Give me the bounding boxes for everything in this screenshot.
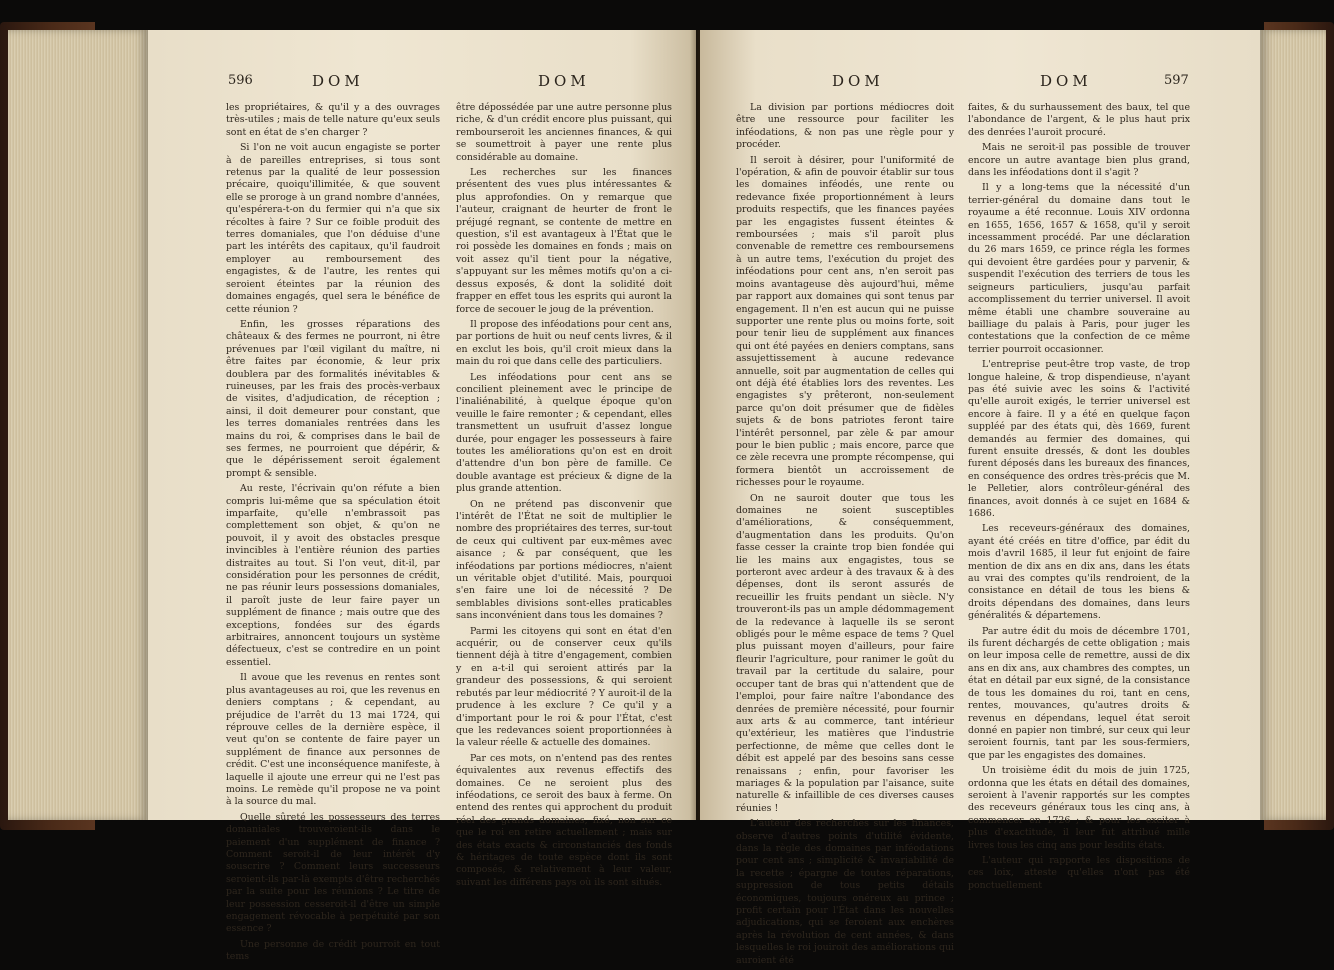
right-page xyxy=(700,30,1260,966)
paragraph: Au reste, l'écrivain qu'on réfute a bien compris lui-même que sa spéculation étoit imparfaite, qu'elle n'embrassoit pas complettement son objet, & qu'on ne pouvoit, il y avoit des obstacles presque invincibles à l'entière réunion des parties distraites au tout. Si l'on veut, dit-il, par considération pour les personnes de crédit, ne pas réunir leurs possessions domaniales, il paroît juste de leur faire payer un supplément de finance ; mais outre que des exceptions, fondées sur des égards arbitraires, annoncent toujours un système défectueux, c'est se contredire en un point essentiel. xyxy=(226,483,440,668)
paragraph: Quelle sûreté les possesseurs des terres domaniales trouveroient-ils dans le paiement d'un supplément de finance ? Comment seroit-il de leur intérêt d'y souscrire ? Comment leurs successeurs seroient-ils par-là exempts d'être recherchés par la suite pour les réunions ? Le titre de leur possession cesseroit-il d'être un simple engagement révocable à perpétuité par son essence ? xyxy=(226,811,440,935)
paragraph: Les inféodations pour cent ans se concilient pleinement avec le principe de l'inaliénabilité, à quelque époque qu'on veuille le faire remonter ; & cependant, elles transmettent un usufruit d'assez longue durée, pour engager les possesseurs à faire toutes les améliorations qu'on est en droit d'attendre d'un bon père de famille. Ce double avantage est précieux & digne de la plus grande attention. xyxy=(456,371,672,495)
paragraph: L'auteur qui rapporte les dispositions de ces loix, atteste qu'elles n'ont pas été ponctuellement xyxy=(968,854,1190,891)
paragraph: Il seroit à désirer, pour l'uniformité de l'opération, & afin de pouvoir établir sur tous les domaines inféodés, une rente ou redevance fixée proportionnément à leurs produits respectifs, que les finances payées par les engagistes fussent éteintes & remboursées ; mais s'il paroît plus convenable de remettre ces remboursemens à un autre tems, l'exécution du projet des inféodations pour cent ans, n'en seroit pas moins avantageuse dès aujourd'hui, même par rapport aux domaines qui sont tenus par engagement. Il n'en est aucun qui ne puisse supporter une rente plus ou moins forte, soit pour tenir lieu de supplément aux finances qui ont été payées en deniers comptans, sans assujettissement à aucune redevance annuelle, soit par augmentation de celles qui ont déjà été établies lors des reventes. Les engagistes s'y prêteront, non-seulement parce qu'on doit présumer que de fidèles sujets & de bons patriotes feront taire l'intérêt personnel, par zèle & par amour pour le bien public ; mais encore, parce que ce zèle recevra une prompte récompense, qui formera bientôt un accroissement de richesses pour le royaume. xyxy=(736,154,954,489)
paragraph: On ne sauroit douter que tous les domaines ne soient susceptibles d'améliorations, & conséquemment, d'augmentation dans les produits. Qu'on fasse cesser la crainte trop bien fondée qui lie les mains aux engagistes, tous se porteront avec ardeur à des travaux & à des dépenses, dont ils seront assurés de recueillir les fruits pendant un siècle. N'y trouveront-ils pas un ample dédommagement de la redevance à laquelle ils se seront obligés pour le même espace de tems ? Quel plus puissant moyen d'ailleurs, pour faire fleurir l'agriculture, pour ranimer le goût du travail par la certitude du salaire, pour occuper tant de bras qui n'attendent que de l'emploi, pour faire naître l'abondance des denrées de première nécessité, pour fournir aux arts & au commerce, tant intérieur qu'extérieur, les matières que l'industrie perfectionne, de même que celles dont le débit est appelé par des besoins sans cesse renaissans ; enfin, pour favoriser les mariages & la population par l'aisance, suite naturelle & infaillible de ces diverses causes réunies ! xyxy=(736,492,954,814)
paragraph: Par ces mots, on n'entend pas des rentes équivalentes aux revenus effectifs des domaines. Ce ne seroient plus des inféodations, ce seroit des baux à ferme. On entend des rentes qui approchent du produit réel des grands domaines, fixé, non sur ce que le roi en retire actuellement ; mais sur des états exacts & circonstanciés des fonds & héritages de toute espèce dont ils sont composés, & relativement à leur valeur, suivant les différens pays où ils sont situés. xyxy=(456,752,672,888)
paragraph: Si l'on ne voit aucun engagiste se porter à de pareilles entreprises, si tous sont retenus par la qualité de leur possession précaire, quoiqu'illimitée, & que souvent elle se proroge à un grand nombre d'années, qu'espérera-t-on du fermier qui n'a que six récoltes à faire ? Sur ce foible produit des terres domaniales, que l'on déduise d'une part les intérêts des capitaux, qu'il faudroit employer au remboursement des engagistes, & de l'autre, les rentes qui seroient éteintes par la réunion des domaines engagés, quel sera le bénéfice de cette réunion ? xyxy=(226,142,440,315)
running-head-right-col2: DOM xyxy=(1040,72,1092,90)
paragraph: La division par portions médiocres doit être une ressource pour faciliter les inféodations, & non pas une règle pour y procéder. xyxy=(736,102,954,151)
page-number-right: 597 xyxy=(1164,73,1189,88)
paragraph: Il propose des inféodations pour cent ans, par portions de huit ou neuf cents livres, & il en exclut les bois, qu'il croit mieux dans la main du roi que dans celle des particuliers. xyxy=(456,318,672,368)
paragraph: être dépossédée par une autre personne plus riche, & d'un crédit encore plus puissant, qui rembourseroit les anciennes finances, & qui se soumettroit à payer une rente plus considérable au domaine. xyxy=(456,102,672,163)
page-number-left: 596 xyxy=(228,73,253,88)
paragraph: Parmi les citoyens qui sont en état d'en acquérir, ou de conserver ceux qu'ils tiennent déjà à titre d'engagement, combien y en a-t-il qui seroient attirés par la grandeur des possessions, & qui seroient rebutés par leur médiocrité ? Y auroit-il de la prudence à les exclure ? Ce qu'il y a d'important pour le roi & pour l'État, c'est que les redevances soient proportionnées à la valeur réelle & actuelle des domaines. xyxy=(456,625,672,749)
running-head-left-col2: DOM xyxy=(538,72,590,90)
paragraph: faites, & du surhaussement des baux, tel que l'abondance de l'argent, & le plus haut prix des denrées l'auroit procuré. xyxy=(968,102,1190,138)
page-edges-left xyxy=(8,30,148,820)
running-head-right-col1: DOM xyxy=(832,72,884,90)
right-page-column-2 xyxy=(968,102,1190,895)
left-page xyxy=(148,30,696,963)
paragraph: Par autre édit du mois de décembre 1701, ils furent déchargés de cette obligation ; mais on leur imposa celle de remettre, aussi de dix ans en dix ans, aux chambres des comptes, un état en détail par eux signé, de la consistance de tous les domaines du roi, tant en cens, rentes, mouvances, qu'autres droits & revenus en dépendans, lequel état seroit donné en papier non timbré, sur ceux qui leur seroient fournis, tant par les sous-fermiers, que par les engagistes des domaines. xyxy=(968,625,1190,761)
left-page-column-1 xyxy=(226,102,440,967)
running-head-left-col1: DOM xyxy=(312,72,364,90)
paragraph: Les receveurs-généraux des domaines, ayant été créés en titre d'office, par édit du mois d'avril 1685, il leur fut enjoint de faire mention de dix ans en dix ans, dans les états au vrai des comptes qu'ils rendroient, de la consistance en détail de tous les biens & droits dépendans des domaines, dans leurs généralités & départemens. xyxy=(968,523,1190,622)
right-page-column-1 xyxy=(736,102,954,970)
paragraph: On ne prétend pas disconvenir que l'intérêt de l'État ne soit de multiplier le nombre des propriétaires des terres, sur-tout de ceux qui cultivent par eux-mêmes avec aisance ; & par conséquent, que les inféodations par portions médiocres, n'aient un véritable objet d'utilité. Mais, pourquoi s'en faire une loi de nécessité ? De semblables divisions sont-elles praticables sans inconvénient dans tous les domaines ? xyxy=(456,498,672,622)
paragraph: Un troisième édit du mois de juin 1725, ordonna que les états en détail des domaines, seroient à l'avenir rapportés sur les comptes des receveurs généraux tous les cinq ans, à commencer en 1726 ; & pour les exciter à plus d'exactitude, il leur fut attribué mille livres tous les cinq ans pour lesdits états. xyxy=(968,765,1190,851)
paragraph: Il y a long-tems que la nécessité d'un terrier-général du domaine dans tout le royaume a été reconnue. Louis XIV ordonna en 1655, 1656, 1657 & 1658, qu'il y seroit incessamment procédé. Par une déclaration du 26 mars 1659, ce prince régla les formes qui devoient être gardées pour y parvenir, & suspendit l'exécution des terriers de tous les seigneurs particuliers, jusqu'au parfait accomplissement du terrier universel. Il avoit même établi une chambre souveraine au bailliage du palais à Paris, pour juger les contestations que la confection de ce même terrier pourroit occasionner. xyxy=(968,182,1190,355)
paragraph: L'auteur des recherches sur les finances, observe d'autres points d'utilité évidente, dans la règle des domaines par inféodations pour cent ans ; simplicité & invariabilité de la recette ; épargne de toutes réparations, suppression de tous petits détails économiques, toujours onéreux au prince ; profit certain pour l'État dans les nouvelles adjudications, qui se feroient aux enchères après la révolution de cent années, & dans lesquelles le roi jouiroit des améliorations qui auroient été xyxy=(736,818,954,966)
paragraph: les propriétaires, & qu'il y a des ouvrages très-utiles ; mais de telle nature qu'eux seuls sont en état de s'en charger ? xyxy=(226,102,440,138)
paragraph: Mais ne seroit-il pas possible de trouver encore un autre avantage bien plus grand, dans les inféodations dont il s'agit ? xyxy=(968,142,1190,179)
paragraph: Une personne de crédit pourroit en tout tems xyxy=(226,938,440,963)
paragraph: Les recherches sur les finances présentent des vues plus intéressantes & plus approfondies. On y remarque que l'auteur, craignant de heurter de front le préjugé regnant, se contente de mettre en question, s'il est avantageux à l'État que le roi possède les domaines en fonds ; mais on voit assez qu'il tient pour la négative, s'appuyant sur les mêmes motifs qu'on a ci-dessus exposés, & dont la solidité doit frapper en effet tous les esprits qui auront la force de secouer le joug de la prévention. xyxy=(456,167,672,315)
page-edges-right xyxy=(1260,30,1326,820)
paragraph: L'entreprise peut-être trop vaste, de trop longue haleine, & trop dispendieuse, n'ayant pas été suivie avec les soins & l'activité qu'elle auroit exigés, le terrier universel est encore à faire. Il y a été en quelque façon suppléé par des états qui, dès 1669, furent demandés au fermier des domaines, qui furent ensuite dressés, & dont les doubles furent déposés dans les bureaux des finances, en conséquence des ordres très-précis que M. le Pelletier, alors contrôleur-général des finances, avoit donnés à ce sujet en 1684 & 1686. xyxy=(968,359,1190,519)
left-page-column-2 xyxy=(456,102,672,892)
paragraph: Il avoue que les revenus en rentes sont plus avantageuses au roi, que les revenus en deniers comptans ; & cependant, au préjudice de l'arrêt du 13 mai 1724, qui réprouve celles de la dernière espèce, il veut qu'on se contente de faire payer un supplément de finance aux personnes de crédit. C'est une inconséquence manifeste, à laquelle il ajoute une erreur qui ne l'est pas moins. Le remède qu'il propose ne va point à la source du mal. xyxy=(226,672,440,808)
paragraph: Enfin, les grosses réparations des châteaux & des fermes ne pourront, ni être prévenues par l'œil vigilant du maître, ni être faites par économie, & leur prix doublera par des formalités inévitables & ruineuses, par les frais des procès-verbaux de visites, d'adjudication, de réception ; ainsi, il doit demeurer pour constant, que les terres domaniales rentrées dans les mains du roi, & comprises dans le bail de ses fermes, ne pourroient que dépérir, & que le dépérissement seroit également prompt & sensible. xyxy=(226,318,440,479)
